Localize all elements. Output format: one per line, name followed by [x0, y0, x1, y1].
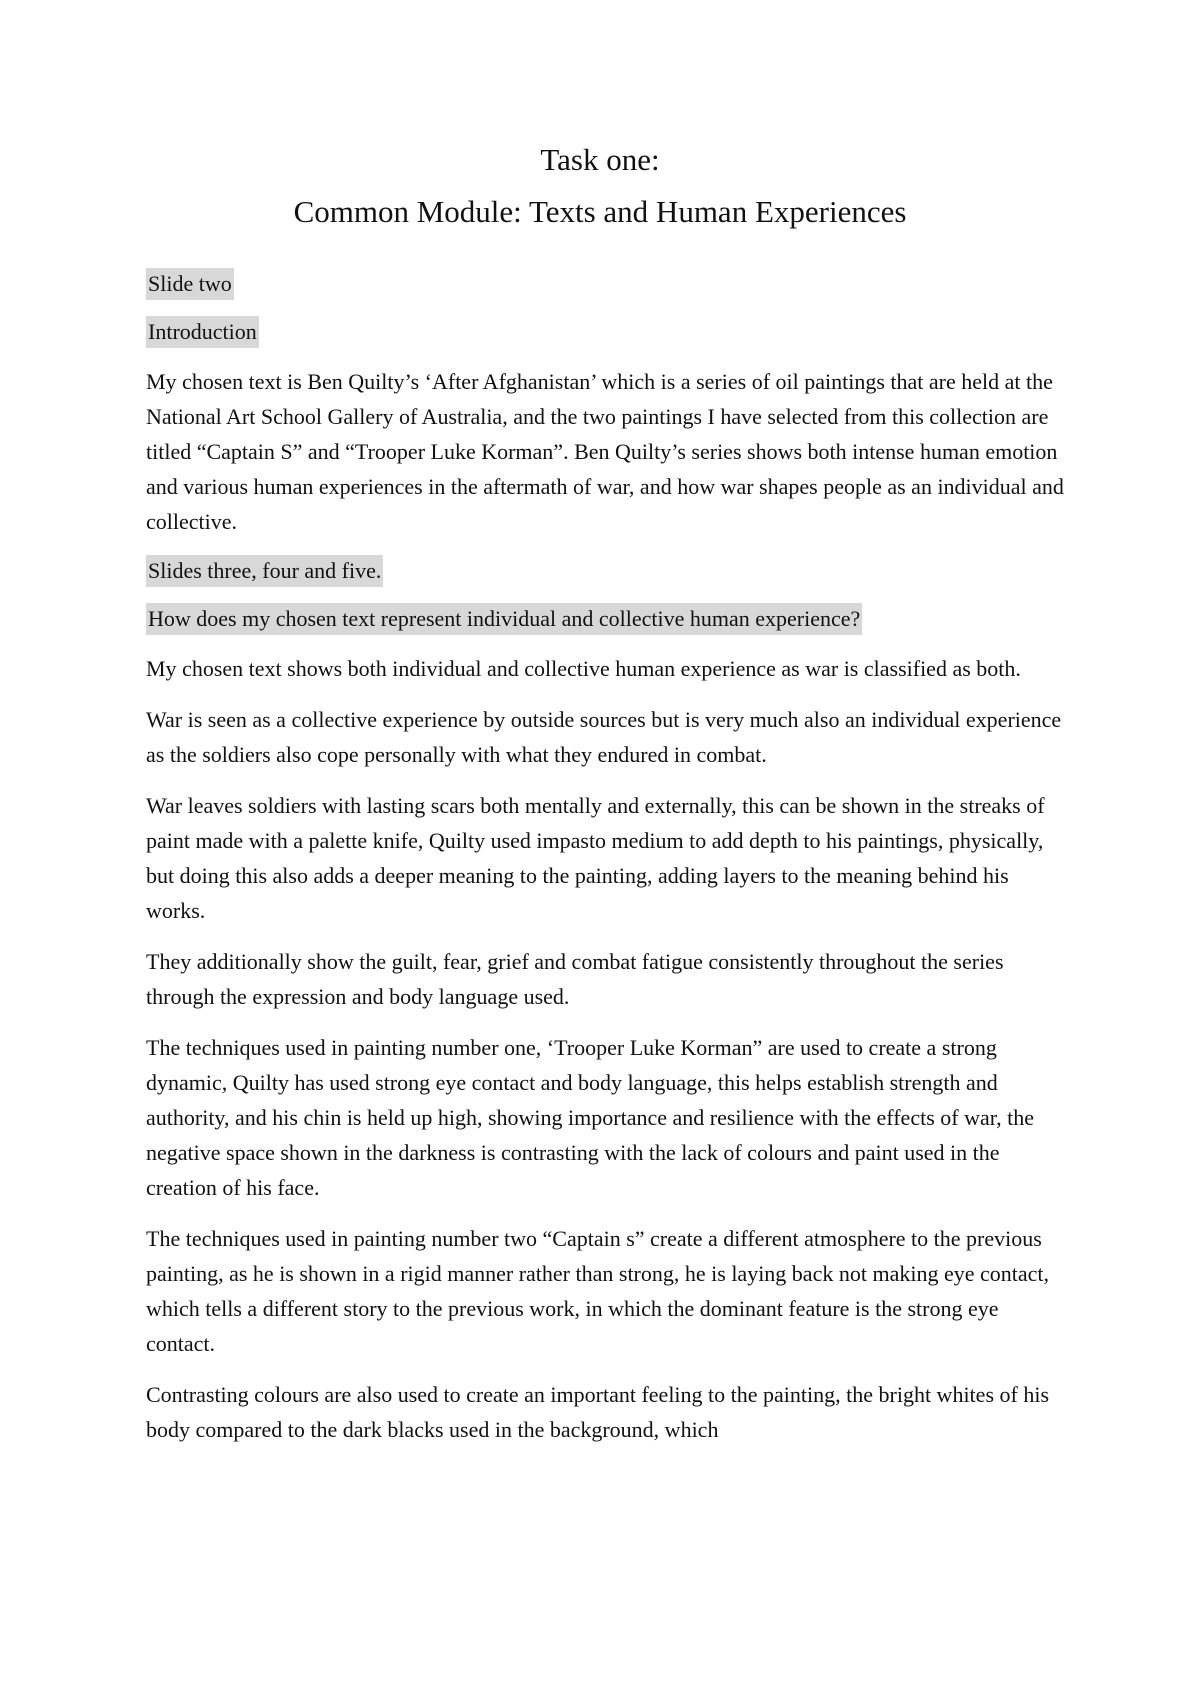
- introduction-label-row: [146, 316, 1066, 348]
- slides-three-five-label-row: [146, 555, 1066, 587]
- introduction-label: Introduction: [146, 316, 259, 348]
- title-block: [0, 140, 1200, 232]
- slide-two-label-row: [146, 268, 1066, 300]
- question-label: How does my chosen text represent individual and collective human experience?: [146, 603, 862, 635]
- slides-three-five-label: Slides three, four and five.: [146, 555, 383, 587]
- intro-paragraph: My chosen text is Ben Quilty’s ‘After Afghanistan’ which is a series of oil paintings that are held at the National Art School Gallery of Australia, and the two paintings I have selected from this collection are titled “Captain S” and “Trooper Luke Korman”. Ben Quilty’s series shows both intense human emotion and various human experiences in the aftermath of war, and how war shapes people as an individual and collective.: [146, 369, 1064, 534]
- paragraph-6: The techniques used in painting number two “Captain s” create a different atmosphere to the previous painting, as he is shown in a rigid manner rather than strong, he is laying back not making eye contact, which tells a different story to the previous work, in which the dominant feature is the strong eye contact.: [146, 1226, 1049, 1356]
- paragraph-7: Contrasting colours are also used to create an important feeling to the painting, the bright whites of his body compared to the dark blacks used in the background, which: [146, 1382, 1049, 1442]
- paragraph-1: My chosen text shows both individual and collective human experience as war is classified as both.: [146, 656, 1021, 681]
- page-subtitle: Common Module: Texts and Human Experiences: [293, 194, 907, 229]
- paragraph-3: War leaves soldiers with lasting scars both mentally and externally, this can be shown in the streaks of paint made with a palette knife, Quilty used impasto medium to add depth to his paintings, physically, but doing this also adds a deeper meaning to the painting, adding layers to the meaning behind his works.: [146, 793, 1045, 923]
- slide-two-label: Slide two: [146, 268, 234, 300]
- document-body: [146, 268, 1066, 1463]
- paragraph-5: The techniques used in painting number one, ‘Trooper Luke Korman” are used to create a strong dynamic, Quilty has used strong eye contact and body language, this helps establish strength and authority, and his chin is held up high, showing importance and resilience with the effects of war, the negative space shown in the darkness is contrasting with the lack of colours and paint used in the creation of his face.: [146, 1035, 1035, 1200]
- paragraph-2: War is seen as a collective experience by outside sources but is very much also an individual experience as the soldiers also cope personally with what they endured in combat.: [146, 707, 1062, 767]
- paragraph-4: They additionally show the guilt, fear, grief and combat fatigue consistently throughout the series through the expression and body language used.: [146, 949, 1004, 1009]
- page-title: Task one:: [540, 142, 660, 177]
- question-label-row: [146, 603, 1066, 635]
